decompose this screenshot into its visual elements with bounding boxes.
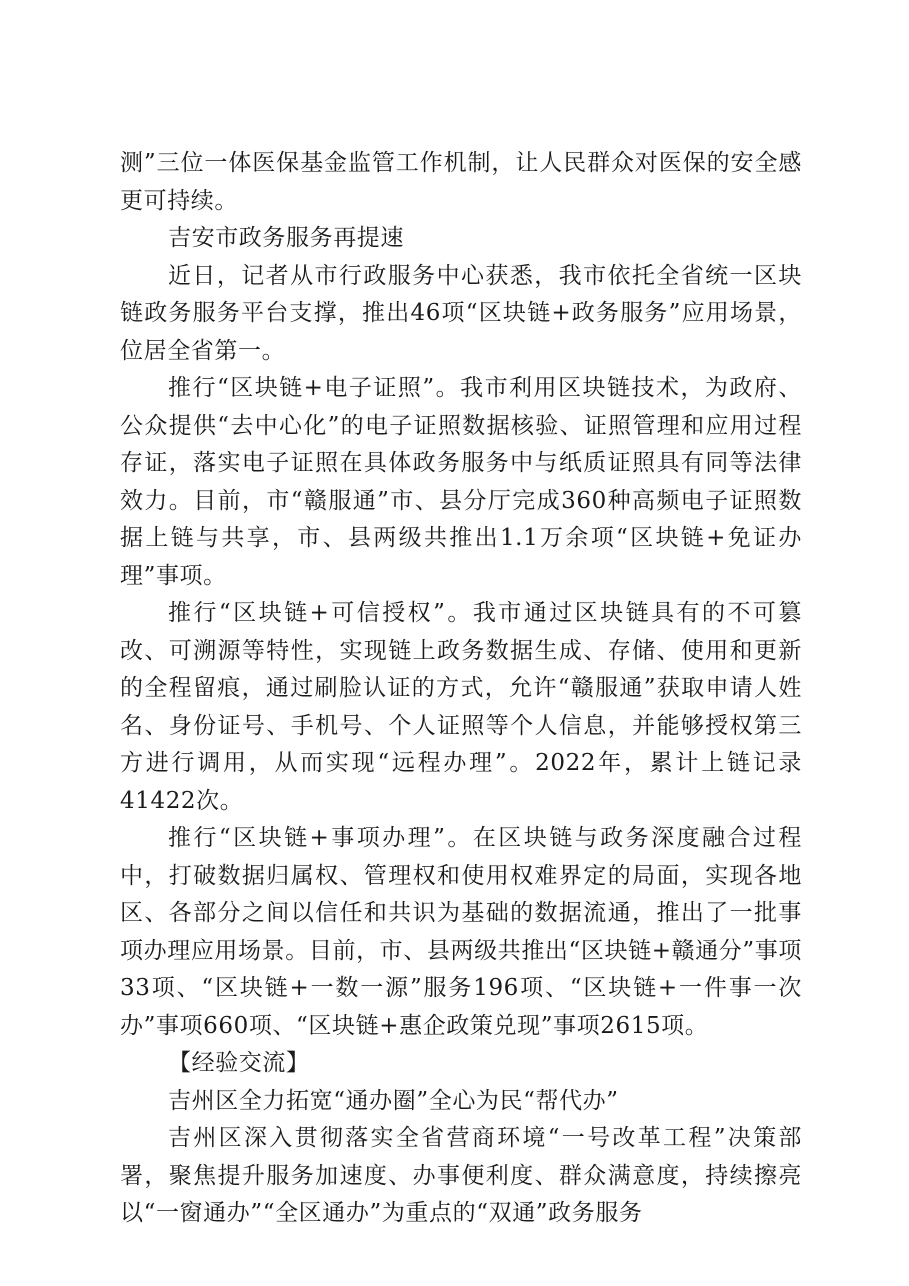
paragraph-jizhou: 吉州区深入贯彻落实全省营商环境“一号改革工程”决策部署，聚焦提升服务加速度、办事便利度、群众满意度，持续擦亮以“一窗通办”“全区通办”为重点的“双通”政务服务 bbox=[120, 1125, 802, 1226]
paragraph-trusted-authorization: 推行“区块链+可信授权”。我市通过区块链具有的不可篡改、可溯源等特性，实现链上政务数据生成、存储、使用和更新的全程留痕，通过刷脸认证的方式，允许“赣服通”获取申请人姓名、身份证号、手机号、个人证照等个人信息，并能够授权第三方进行调用，从而实现“远程办理”。2022年，累计上链记录41422次。 bbox=[120, 600, 802, 814]
document-body bbox=[120, 145, 802, 1233]
section-label-experience: 【经验交流】 bbox=[168, 1050, 310, 1076]
section-heading-jian-gov-services: 吉安市政务服务再提速 bbox=[168, 225, 404, 251]
paragraph-item-handling: 推行“区块链+事项办理”。在区块链与政务深度融合过程中，打破数据归属权、管理权和使用权难界定的局面，实现各地区、各部分之间以信任和共识为基础的数据流通，推出了一批事项办理应用场景。目前，市、县两级共推出“区块链+赣通分”事项33项、“区块链+一数一源”服务196项、“区块链+一件事一次办”事项660项、“区块链+惠企政策兑现”事项2615项。 bbox=[120, 825, 802, 1039]
paragraph-e-license: 推行“区块链+电子证照”。我市利用区块链技术，为政府、公众提供“去中心化”的电子证照数据核验、证照管理和应用过程存证，落实电子证照在具体政务服务中与纸质证照具有同等法律效力。目前，市“赣服通”市、县分厅完成360种高频电子证照数据上链与共享，市、县两级共推出1.1万余项“区块链+免证办理”事项。 bbox=[120, 375, 802, 589]
paragraph-intro: 近日，记者从市行政服务中心获悉，我市依托全省统一区块链政务服务平台支撑，推出46项“区块链+政务服务”应用场景，位居全省第一。 bbox=[120, 262, 802, 364]
paragraph-continuation: 测”三位一体医保基金监管工作机制，让人民群众对医保的安全感更可持续。 bbox=[120, 150, 802, 214]
section-heading-jizhou: 吉州区全力拓宽“通办圈”全心为民“帮代办” bbox=[168, 1087, 619, 1114]
